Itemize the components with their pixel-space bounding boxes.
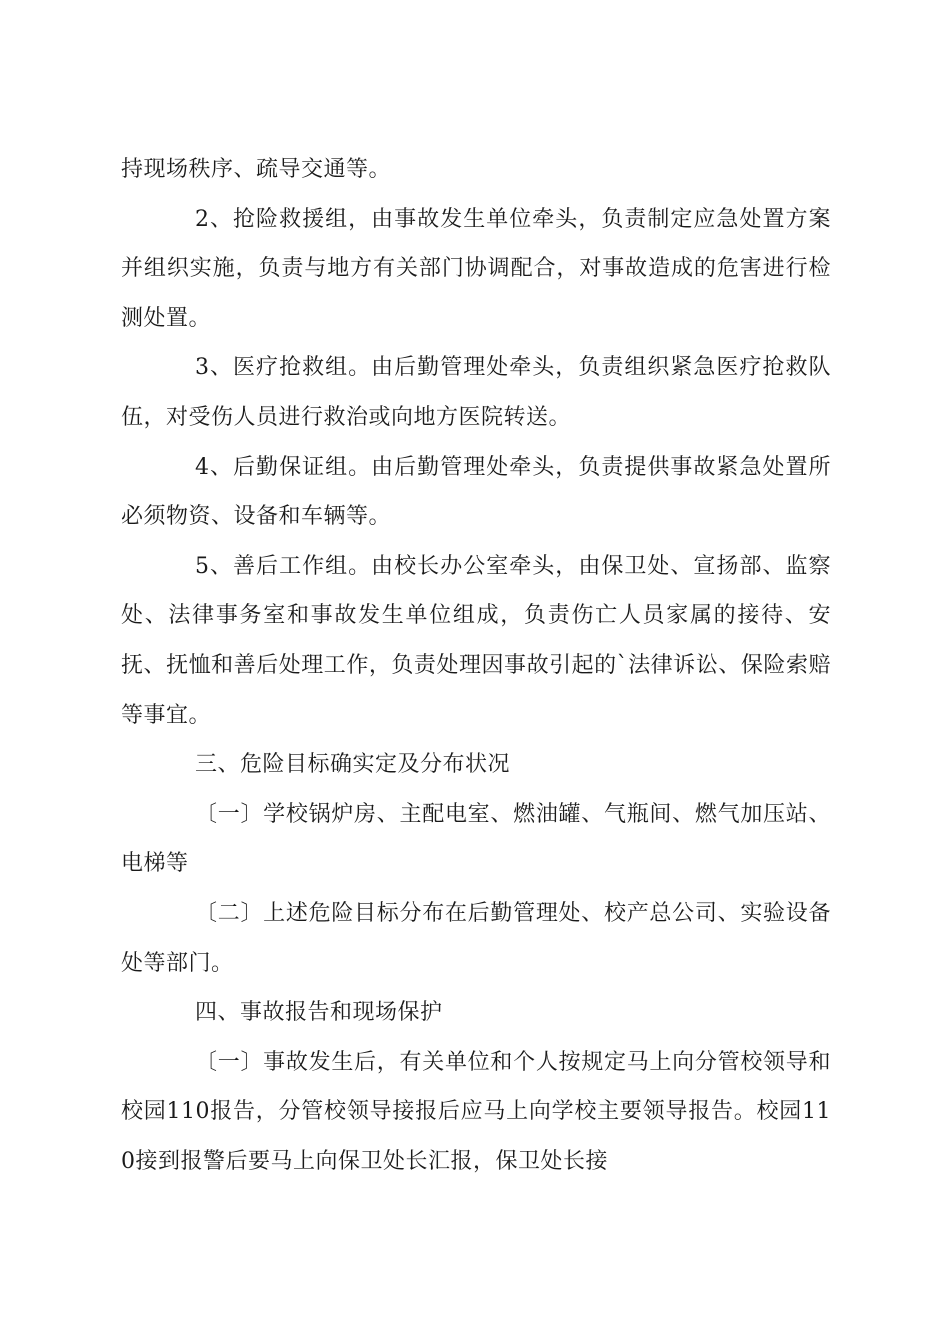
section-heading-accident-report: 四、事故报告和现场保护: [195, 1000, 443, 1026]
paragraph-hazard-list-1: 〔一〕学校锅炉房、主配电室、燃油罐、气瓶间、燃气加压站、电梯等: [121, 801, 831, 877]
paragraph-logistics-group: 4、后勤保证组。由后勤管理处牵头，负责提供事故紧急处置所必须物资、设备和车辆等。: [121, 454, 831, 530]
paragraph-hazard-list-2: 〔二〕上述危险目标分布在后勤管理处、校产总公司、实验设备处等部门。: [121, 900, 831, 976]
paragraph-report-procedure: 〔一〕事故发生后，有关单位和个人按规定马上向分管校领导和校园110报告，分管校领导接报后应马上向学校主要领导报告。校园110接到报警后要马上向保卫处长汇报，保卫处长接: [121, 1049, 831, 1174]
paragraph-aftermath-group: 5、善后工作组。由校长办公室牵头，由保卫处、宣扬部、监察处、法律事务室和事故发生单位组成，负责伤亡人员家属的接待、安抚、抚恤和善后处理工作，负责处理因事故引起的`法律诉讼、保险索赔等事宜。: [121, 553, 831, 728]
section-heading-hazard-targets: 三、危险目标确实定及分布状况: [195, 752, 511, 778]
paragraph-medical-group: 3、医疗抢救组。由后勤管理处牵头，负责组织紧急医疗抢救队伍，对受伤人员进行救治或向地方医院转送。: [121, 355, 831, 430]
paragraph-continuation: 持现场秩序、疏导交通等。: [121, 157, 392, 182]
document-body: [121, 145, 831, 1186]
paragraph-rescue-group: 2、抢险救援组，由事故发生单位牵头，负责制定应急处置方案并组织实施，负责与地方有关部门协调配合，对事故造成的危害进行检测处置。: [121, 206, 831, 331]
